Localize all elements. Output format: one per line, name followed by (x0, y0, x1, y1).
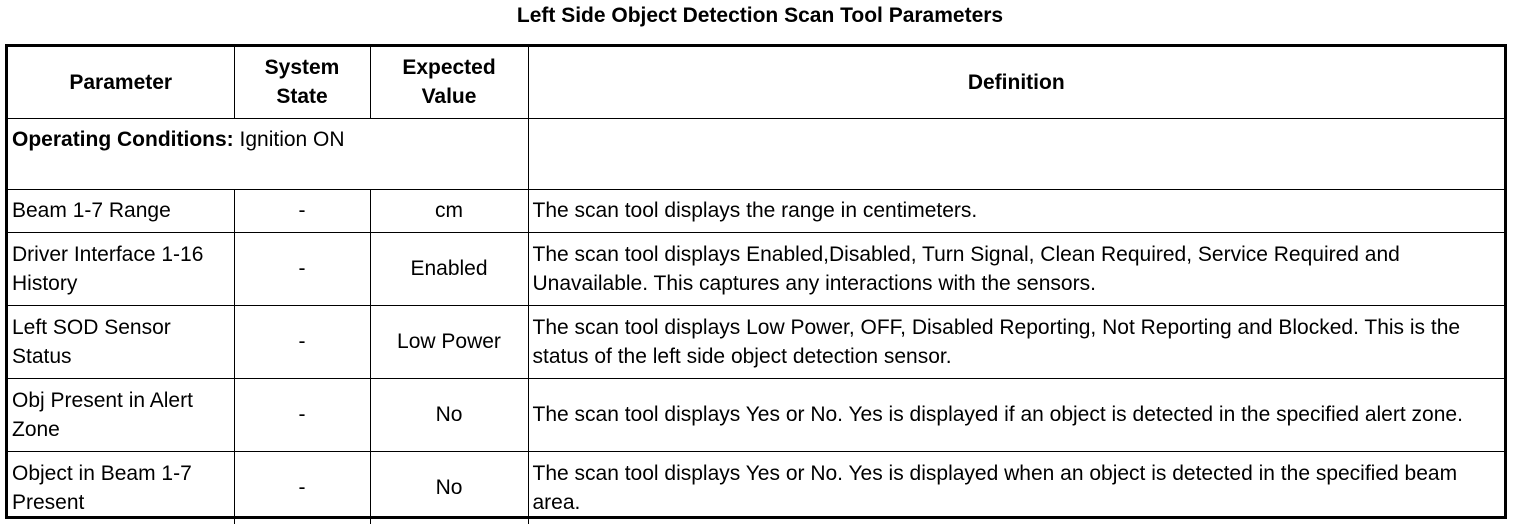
parameter-cell: Driver Interface 1-16 History (8, 232, 234, 305)
operating-conditions-cell (8, 118, 528, 189)
operating-conditions-row (8, 118, 1504, 189)
expected-value-cell: No (370, 378, 528, 451)
column-header-definition: Definition (528, 47, 1504, 118)
column-header-system-state: System State (234, 47, 370, 118)
operating-conditions-value: Ignition ON (239, 127, 345, 151)
table-row (8, 451, 1504, 524)
operating-conditions-label: Operating Conditions: (12, 127, 234, 151)
system-state-cell: - (234, 378, 370, 451)
table-header-row (8, 47, 1504, 118)
parameters-table-container (5, 44, 1507, 519)
operating-conditions-empty-cell (528, 118, 1504, 189)
system-state-cell: - (234, 189, 370, 232)
system-state-cell: - (234, 451, 370, 524)
table-row (8, 378, 1504, 451)
expected-value-cell: Enabled (370, 232, 528, 305)
definition-cell: The scan tool displays Low Power, OFF, Disabled Reporting, Not Reporting and Blocked. This is the status of the left side object detection sensor. (528, 305, 1504, 378)
expected-value-cell: Low Power (370, 305, 528, 378)
table-row (8, 305, 1504, 378)
definition-cell: The scan tool displays the range in centimeters. (528, 189, 1504, 232)
column-header-expected-value: Expected Value (370, 47, 528, 118)
system-state-cell: - (234, 232, 370, 305)
parameter-cell: Object in Beam 1-7 Present (8, 451, 234, 524)
parameters-table (8, 47, 1504, 524)
table-row (8, 189, 1504, 232)
page-title: Left Side Object Detection Scan Tool Parameters (516, 4, 1004, 27)
definition-cell: The scan tool displays Yes or No. Yes is displayed when an object is detected in the specified beam area. (528, 451, 1504, 524)
parameter-cell: Left SOD Sensor Status (8, 305, 234, 378)
parameter-cell: Beam 1-7 Range (8, 189, 234, 232)
parameter-cell: Obj Present in Alert Zone (8, 378, 234, 451)
definition-cell: The scan tool displays Yes or No. Yes is displayed if an object is detected in the specified alert zone. (528, 378, 1504, 451)
column-header-parameter: Parameter (8, 47, 234, 118)
expected-value-cell: No (370, 451, 528, 524)
table-row (8, 232, 1504, 305)
expected-value-cell: cm (370, 189, 528, 232)
system-state-cell: - (234, 305, 370, 378)
definition-cell: The scan tool displays Enabled,Disabled, Turn Signal, Clean Required, Service Required and Unavailable. This captures any interactions with the sensors. (528, 232, 1504, 305)
